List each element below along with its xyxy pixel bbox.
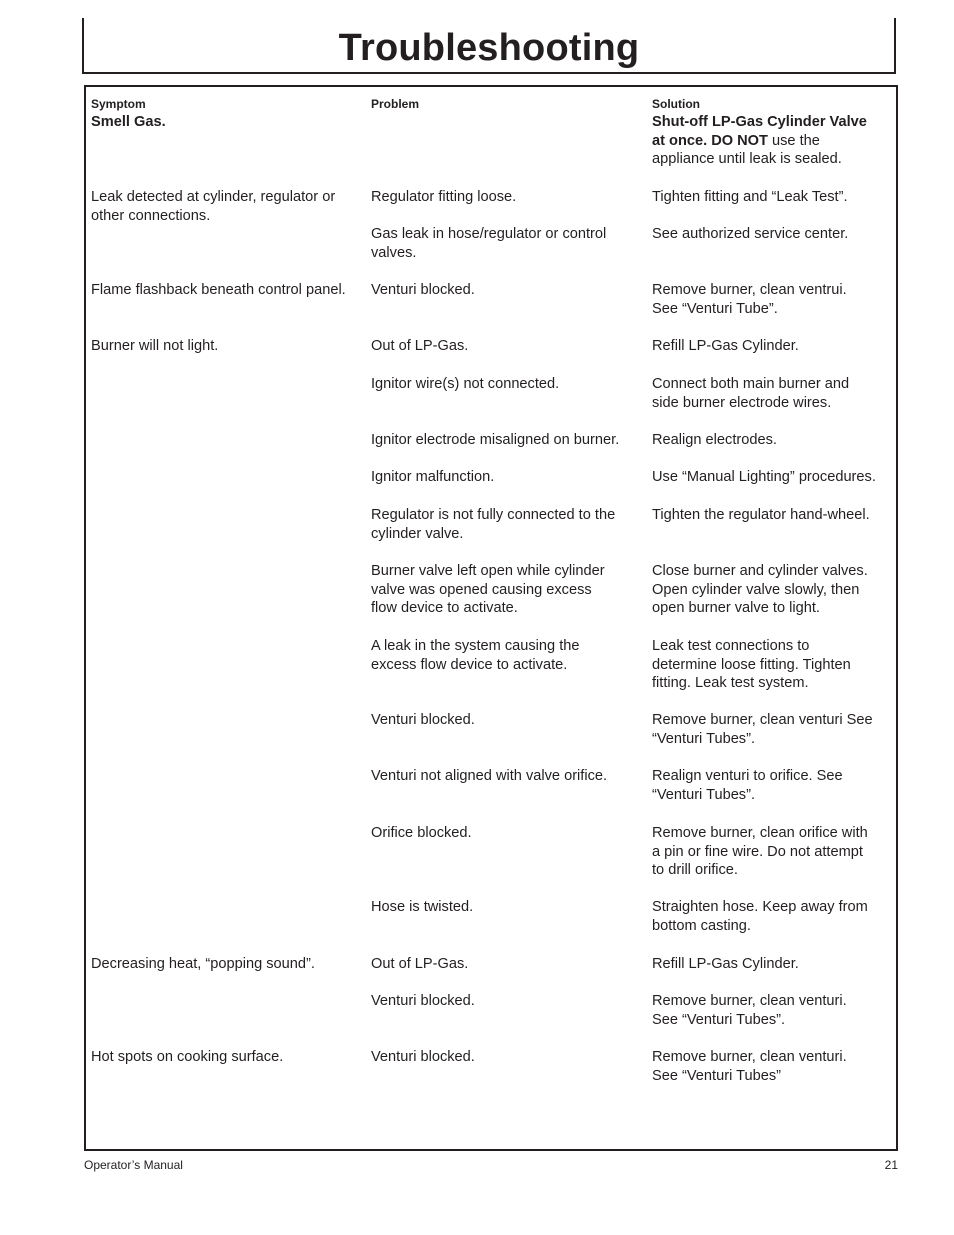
solution-hot-spots-line: Remove burner, clean venturi. (652, 1049, 847, 1065)
no-light-solution (652, 637, 851, 693)
no-light-problem-line: Out of LP-Gas. (371, 338, 469, 354)
no-light-problem (371, 898, 473, 917)
no-light-solution (652, 375, 849, 412)
header-solution: Solution (652, 97, 700, 111)
footer-page-number: 21 (884, 1158, 898, 1172)
no-light-solution (652, 337, 799, 356)
no-light-problem-line: A leak in the system causing the (371, 638, 580, 654)
no-light-solution-line: determine loose fitting. Tighten (652, 656, 851, 673)
symptom-leak (91, 188, 335, 225)
no-light-solution-line: a pin or fine wire. Do not attempt (652, 843, 863, 860)
heat-problem (371, 992, 475, 1011)
problem-hot-spots: Venturi blocked. (371, 1049, 475, 1065)
no-light-solution-line: bottom casting. (652, 917, 751, 934)
heat-solution-line: See “Venturi Tubes”. (652, 1011, 786, 1028)
no-light-solution-line: Realign electrodes. (652, 432, 777, 448)
no-light-problem-line: valve was opened causing excess (371, 581, 592, 598)
no-light-solution (652, 562, 868, 618)
no-light-solution-line: side burner electrode wires. (652, 394, 832, 411)
no-light-problem (371, 431, 619, 450)
no-light-problem-line: Ignitor wire(s) not connected. (371, 376, 560, 392)
no-light-solution-line: fitting. Leak test system. (652, 675, 809, 692)
symptom-leak-line: Leak detected at cylinder, regulator or (91, 189, 336, 205)
symptom-leak-line: other connections. (91, 207, 211, 224)
no-light-solution (652, 506, 870, 525)
solution-smell-gas-line2 (652, 132, 867, 151)
no-light-solution-line: Remove burner, clean orifice with (652, 825, 868, 841)
no-light-problem-line: Regulator is not fully connected to the (371, 507, 616, 523)
title-box (82, 18, 896, 74)
heat-solution-line: Refill LP-Gas Cylinder. (652, 956, 799, 972)
no-light-solution-line: Close burner and cylinder valves. (652, 563, 868, 579)
solution-flashback-line: Remove burner, clean ventrui. (652, 282, 847, 298)
heat-solution (652, 955, 799, 974)
solution-smell-gas-line2-rest: use the (767, 132, 820, 149)
no-light-problem-line: Burner valve left open while cylinder (371, 563, 605, 579)
problem-leak-2-line: Gas leak in hose/regulator or control (371, 226, 607, 242)
no-light-problem (371, 375, 559, 394)
problem-leak-2-line: valves. (371, 244, 417, 261)
no-light-solution-line: Remove burner, clean venturi See (652, 712, 873, 728)
solution-flashback (652, 281, 847, 318)
no-light-problem-line: excess flow device to activate. (371, 656, 568, 673)
no-light-solution-line: Tighten the regulator hand-wheel. (652, 507, 870, 523)
no-light-problem (371, 767, 607, 786)
no-light-solution-line: Connect both main burner and (652, 376, 850, 392)
symptom-hot-spots: Hot spots on cooking surface. (91, 1049, 284, 1065)
no-light-problem-line: Hose is twisted. (371, 899, 474, 915)
symptom-no-light: Burner will not light. (91, 338, 219, 354)
no-light-solution (652, 431, 777, 450)
no-light-solution-line: “Venturi Tubes”. (652, 730, 756, 747)
no-light-solution-line: open burner valve to light. (652, 600, 820, 617)
no-light-solution-line: “Venturi Tubes”. (652, 786, 756, 803)
no-light-problem-line: Orifice blocked. (371, 825, 472, 841)
heat-problem (371, 955, 468, 974)
no-light-problem-line: flow device to activate. (371, 600, 518, 617)
heat-problem-line: Out of LP-Gas. (371, 956, 469, 972)
no-light-problem (371, 824, 472, 843)
heat-problem-line: Venturi blocked. (371, 993, 475, 1009)
heat-solution (652, 992, 847, 1029)
problem-flashback: Venturi blocked. (371, 282, 475, 298)
no-light-solution (652, 767, 843, 804)
no-light-solution-line: Open cylinder valve slowly, then (652, 581, 860, 598)
symptom-flashback: Flame flashback beneath control panel. (91, 282, 346, 298)
solution-hot-spots (652, 1048, 847, 1085)
problem-leak-1: Regulator fitting loose. (371, 189, 517, 205)
no-light-solution (652, 711, 873, 748)
no-light-solution (652, 898, 868, 935)
no-light-problem-line: Ignitor electrode misaligned on burner. (371, 432, 620, 448)
solution-flashback-line: See “Venturi Tube”. (652, 300, 778, 317)
no-light-problem-line: Ignitor malfunction. (371, 469, 495, 485)
symptom-decreasing-heat: Decreasing heat, “popping sound”. (91, 956, 315, 972)
solution-leak-2: See authorized service center. (652, 226, 849, 242)
no-light-problem-line: cylinder valve. (371, 525, 464, 542)
no-light-problem (371, 562, 605, 618)
problem-leak-2 (371, 225, 606, 262)
no-light-solution-line: Refill LP-Gas Cylinder. (652, 338, 799, 354)
symptom-smell-gas: Smell Gas. (91, 114, 166, 130)
no-light-problem (371, 637, 579, 674)
no-light-solution-line: Leak test connections to (652, 638, 810, 654)
solution-hot-spots-line: See “Venturi Tubes” (652, 1067, 781, 1084)
header-problem: Problem (371, 97, 420, 111)
troubleshooting-table (84, 85, 898, 1151)
page-title: Troubleshooting (338, 27, 640, 69)
heat-solution-line: Remove burner, clean venturi. (652, 993, 847, 1009)
solution-smell-gas-line1: Shut-off LP-Gas Cylinder Valve (652, 114, 867, 130)
no-light-solution (652, 468, 876, 487)
no-light-problem (371, 506, 615, 543)
no-light-solution-line: Straighten hose. Keep away from (652, 899, 868, 915)
header-symptom: Symptom (91, 97, 146, 111)
no-light-problem-line: Venturi blocked. (371, 712, 475, 728)
no-light-solution (652, 824, 868, 880)
no-light-solution-line: Realign venturi to orifice. See (652, 768, 843, 784)
solution-leak-1: Tighten fitting and “Leak Test”. (652, 189, 848, 205)
solution-smell-gas (652, 113, 867, 169)
no-light-solution-line: to drill orifice. (652, 862, 738, 879)
no-light-problem (371, 711, 475, 730)
no-light-problem (371, 468, 494, 487)
no-light-solution-line: Use “Manual Lighting” procedures. (652, 469, 876, 485)
footer-manual-label: Operator’s Manual (84, 1158, 183, 1172)
no-light-problem (371, 337, 468, 356)
no-light-problem-line: Venturi not aligned with valve orifice. (371, 768, 608, 784)
solution-smell-gas-line3: appliance until leak is sealed. (652, 151, 842, 168)
solution-smell-gas-line2-bold: at once. DO NOT (652, 132, 768, 149)
